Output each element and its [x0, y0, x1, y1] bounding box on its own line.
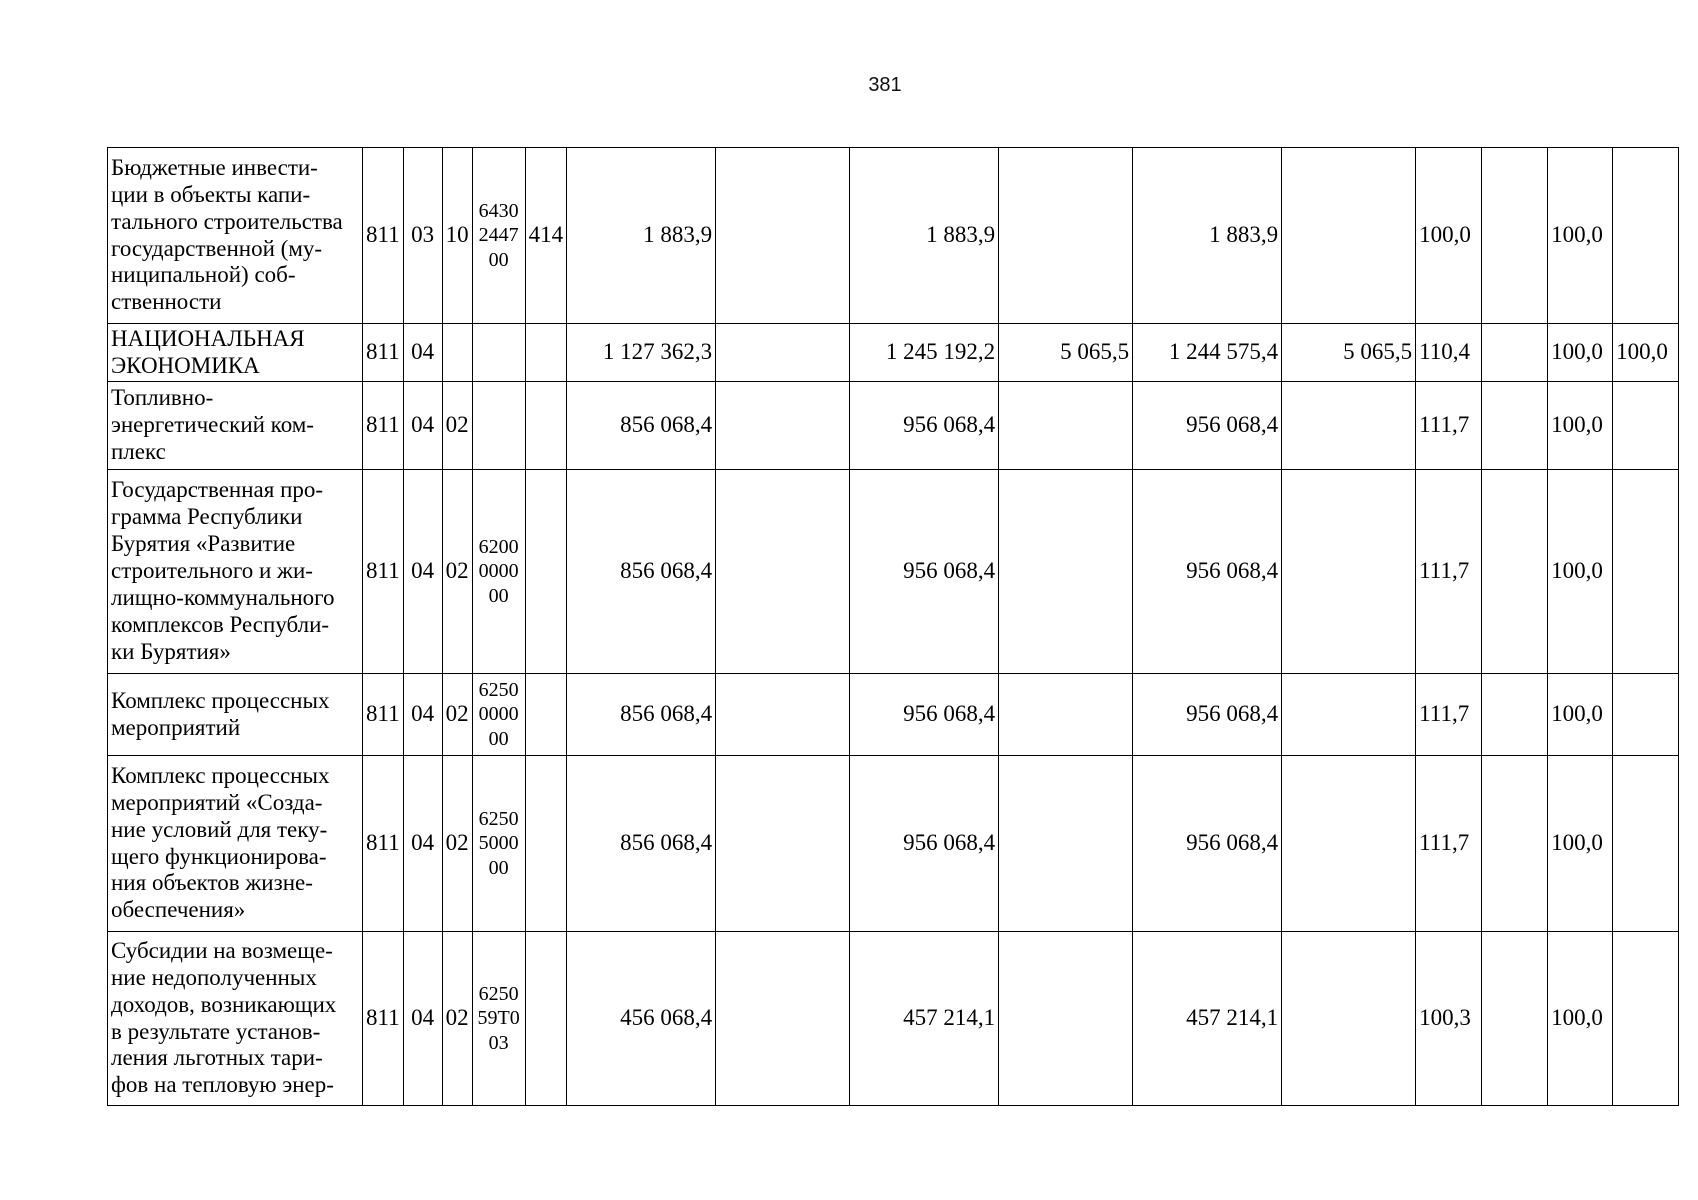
cell-amount-2 — [716, 932, 850, 1106]
cell-amount-2 — [716, 756, 850, 932]
cell-amount-5: 956 068,4 — [1133, 470, 1282, 674]
cell-percent-3: 100,0 — [1548, 382, 1613, 470]
cell-gr: 811 — [363, 674, 404, 756]
cell-percent-2 — [1482, 756, 1548, 932]
cell-csr: 6250 0000 00 — [472, 674, 525, 756]
cell-amount-6 — [1282, 470, 1416, 674]
cell-vr: 414 — [525, 148, 567, 324]
cell-amount-1: 1 127 362,3 — [567, 324, 716, 382]
cell-percent-2 — [1482, 470, 1548, 674]
cell-percent-4 — [1613, 470, 1679, 674]
cell-amount-4 — [999, 674, 1133, 756]
budget-table — [107, 147, 1679, 1106]
cell-amount-5: 1 883,9 — [1133, 148, 1282, 324]
cell-percent-1: 100,0 — [1416, 148, 1482, 324]
cell-amount-6: 5 065,5 — [1282, 324, 1416, 382]
cell-rz: 04 — [403, 756, 442, 932]
cell-csr — [472, 382, 525, 470]
cell-percent-1: 111,7 — [1416, 470, 1482, 674]
cell-rz: 04 — [403, 674, 442, 756]
cell-amount-5: 457 214,1 — [1133, 932, 1282, 1106]
cell-pr: 02 — [442, 382, 472, 470]
cell-pr — [442, 324, 472, 382]
cell-percent-4 — [1613, 382, 1679, 470]
cell-amount-6 — [1282, 674, 1416, 756]
cell-vr — [525, 470, 567, 674]
cell-amount-5: 956 068,4 — [1133, 756, 1282, 932]
cell-percent-4: 100,0 — [1613, 324, 1679, 382]
cell-amount-5: 956 068,4 — [1133, 382, 1282, 470]
cell-amount-1: 856 068,4 — [567, 756, 716, 932]
table-row — [108, 148, 1679, 324]
cell-percent-3: 100,0 — [1548, 756, 1613, 932]
cell-amount-4: 5 065,5 — [999, 324, 1133, 382]
cell-rz: 03 — [403, 148, 442, 324]
cell-percent-2 — [1482, 324, 1548, 382]
cell-rz: 04 — [403, 932, 442, 1106]
table-row — [108, 470, 1679, 674]
cell-amount-2 — [716, 148, 850, 324]
row-name: Субсидии на возмеще- ние недополученных доходов, возникающих в результате установ- ления льготных тари- фов на тепловую энер- — [108, 932, 363, 1106]
cell-gr: 811 — [363, 382, 404, 470]
cell-percent-2 — [1482, 148, 1548, 324]
row-name: Государственная про- грамма Республики Бурятия «Развитие строительного и жи- лищно-коммунального комплексов Республи- ки Бурятия» — [108, 470, 363, 674]
cell-amount-1: 1 883,9 — [567, 148, 716, 324]
cell-amount-6 — [1282, 148, 1416, 324]
cell-amount-3: 956 068,4 — [850, 382, 999, 470]
cell-percent-4 — [1613, 148, 1679, 324]
cell-rz: 04 — [403, 382, 442, 470]
cell-amount-3: 956 068,4 — [850, 756, 999, 932]
cell-vr — [525, 756, 567, 932]
cell-amount-4 — [999, 148, 1133, 324]
cell-percent-3: 100,0 — [1548, 324, 1613, 382]
cell-pr: 02 — [442, 932, 472, 1106]
cell-percent-3: 100,0 — [1548, 470, 1613, 674]
cell-amount-2 — [716, 382, 850, 470]
cell-csr: 6250 5000 00 — [472, 756, 525, 932]
cell-amount-1: 856 068,4 — [567, 382, 716, 470]
cell-gr: 811 — [363, 324, 404, 382]
cell-gr: 811 — [363, 148, 404, 324]
cell-amount-1: 856 068,4 — [567, 674, 716, 756]
cell-percent-1: 111,7 — [1416, 756, 1482, 932]
cell-percent-4 — [1613, 674, 1679, 756]
cell-amount-3: 1 883,9 — [850, 148, 999, 324]
cell-csr — [472, 324, 525, 382]
cell-amount-6 — [1282, 756, 1416, 932]
cell-percent-2 — [1482, 932, 1548, 1106]
cell-percent-3: 100,0 — [1548, 148, 1613, 324]
table-row — [108, 756, 1679, 932]
cell-amount-3: 1 245 192,2 — [850, 324, 999, 382]
cell-pr: 02 — [442, 470, 472, 674]
cell-percent-4 — [1613, 756, 1679, 932]
cell-amount-3: 956 068,4 — [850, 674, 999, 756]
cell-amount-2 — [716, 470, 850, 674]
cell-vr — [525, 674, 567, 756]
cell-percent-1: 111,7 — [1416, 674, 1482, 756]
cell-pr: 10 — [442, 148, 472, 324]
cell-amount-2 — [716, 324, 850, 382]
cell-gr: 811 — [363, 756, 404, 932]
cell-amount-2 — [716, 674, 850, 756]
cell-csr: 6200 0000 00 — [472, 470, 525, 674]
table-row — [108, 674, 1679, 756]
cell-amount-5: 1 244 575,4 — [1133, 324, 1282, 382]
cell-pr: 02 — [442, 674, 472, 756]
cell-percent-1: 110,4 — [1416, 324, 1482, 382]
cell-vr — [525, 382, 567, 470]
page-number: 381 — [868, 74, 902, 96]
cell-csr: 6250 59Т0 03 — [472, 932, 525, 1106]
cell-amount-6 — [1282, 382, 1416, 470]
row-name: Комплекс процессных мероприятий — [108, 674, 363, 756]
row-name: НАЦИОНАЛЬНАЯ ЭКОНОМИКА — [108, 324, 363, 382]
cell-percent-4 — [1613, 932, 1679, 1106]
cell-amount-4 — [999, 756, 1133, 932]
cell-percent-2 — [1482, 674, 1548, 756]
cell-amount-4 — [999, 932, 1133, 1106]
cell-percent-1: 100,3 — [1416, 932, 1482, 1106]
cell-gr: 811 — [363, 470, 404, 674]
cell-rz: 04 — [403, 470, 442, 674]
cell-amount-5: 956 068,4 — [1133, 674, 1282, 756]
row-name: Комплекс процессных мероприятий «Созда- ние условий для теку- щего функционирова- ния объектов жизне- обеспечения» — [108, 756, 363, 932]
cell-gr: 811 — [363, 932, 404, 1106]
cell-amount-1: 856 068,4 — [567, 470, 716, 674]
cell-percent-2 — [1482, 382, 1548, 470]
cell-amount-1: 456 068,4 — [567, 932, 716, 1106]
row-name: Топливно- энергетический ком- плекс — [108, 382, 363, 470]
cell-percent-3: 100,0 — [1548, 674, 1613, 756]
cell-amount-4 — [999, 382, 1133, 470]
cell-amount-3: 956 068,4 — [850, 470, 999, 674]
table-row — [108, 382, 1679, 470]
table-row — [108, 324, 1679, 382]
cell-pr: 02 — [442, 756, 472, 932]
cell-vr — [525, 324, 567, 382]
row-name: Бюджетные инвести- ции в объекты капи- тального строительства государственной (му- ниципальной) соб- ственности — [108, 148, 363, 324]
cell-rz: 04 — [403, 324, 442, 382]
cell-amount-4 — [999, 470, 1133, 674]
cell-percent-1: 111,7 — [1416, 382, 1482, 470]
cell-amount-6 — [1282, 932, 1416, 1106]
cell-csr: 6430 2447 00 — [472, 148, 525, 324]
cell-amount-3: 457 214,1 — [850, 932, 999, 1106]
cell-vr — [525, 932, 567, 1106]
cell-percent-3: 100,0 — [1548, 932, 1613, 1106]
table-row — [108, 932, 1679, 1106]
